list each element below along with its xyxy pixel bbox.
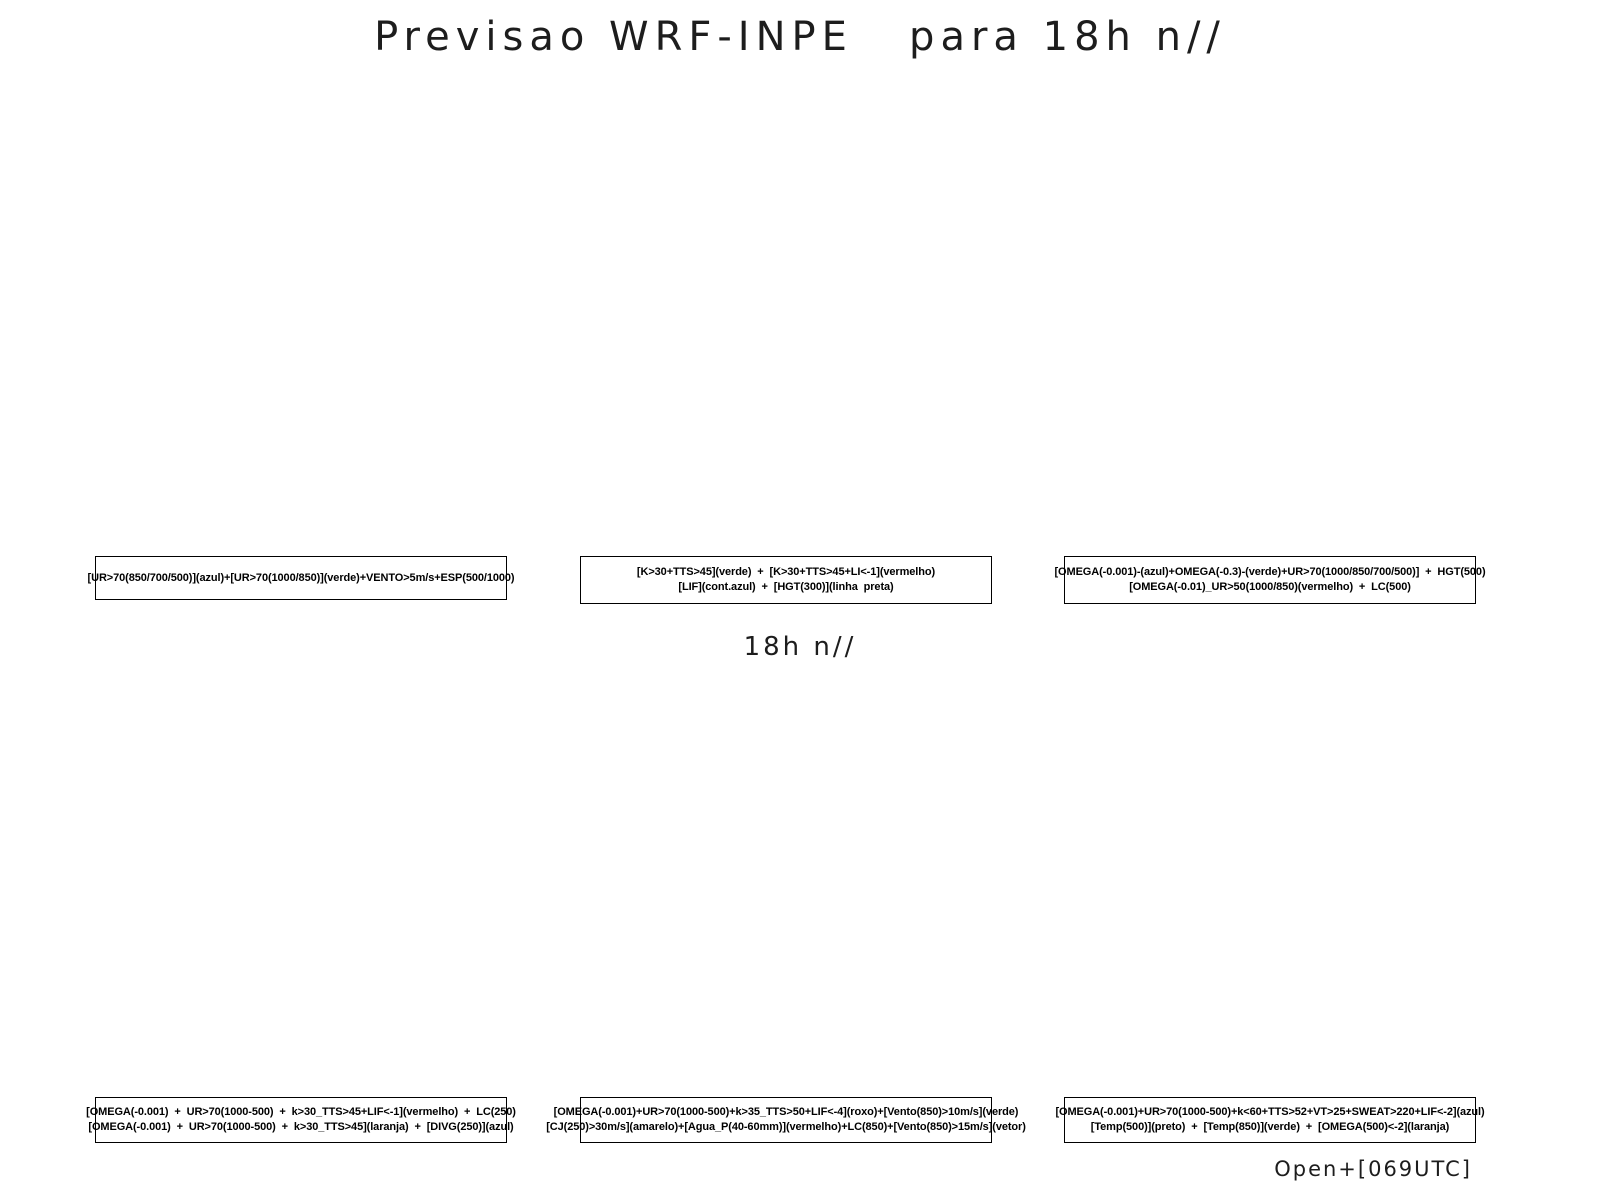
caption-top-right bbox=[1054, 556, 1486, 604]
map-panel-top-left bbox=[95, 95, 507, 550]
caption-bottom-right bbox=[1055, 1097, 1485, 1143]
map-panel-top-center bbox=[580, 95, 992, 550]
map-panel-bottom-right bbox=[1064, 680, 1476, 1090]
caption-line: [OMEGA(-0.001)+UR>70(1000-500)+k>35_TTS>50+LIF<-4](roxo)+[Vento(850)>10m/s](verde) bbox=[553, 1106, 1019, 1118]
mid-page-subtitle: 18h n// bbox=[743, 632, 857, 662]
caption-line: [Temp(500)](preto) + [Temp(850)](verde) + [OMEGA(500)<-2](laranja) bbox=[1090, 1121, 1450, 1133]
caption-line: [K>30+TTS>45](verde) + [K>30+TTS>45+LI<-1](vermelho) bbox=[636, 566, 936, 578]
caption-line: [LIF](cont.azul) + [HGT(300)](linha preta) bbox=[678, 581, 894, 593]
caption-top-center bbox=[580, 556, 992, 604]
caption-line: [UR>70(850/700/500)](azul)+[UR>70(1000/850)](verde)+VENTO>5m/s+ESP(500/1000) bbox=[87, 571, 515, 584]
map-panel-bottom-center bbox=[580, 680, 992, 1090]
caption-top-left bbox=[87, 556, 515, 600]
caption-line: [OMEGA(-0.001)-(azul)+OMEGA(-0.3)-(verde)+UR>70(1000/850/700/500)] + HGT(500) bbox=[1054, 566, 1486, 578]
caption-line: [OMEGA(-0.001)+UR>70(1000-500)+k<60+TTS>52+VT>25+SWEAT>220+LIF<-2](azul) bbox=[1055, 1106, 1485, 1118]
caption-line: [OMEGA(-0.001) + UR>70(1000-500) + k>30_TTS>45+LIF<-1](vermelho) + LC(250) bbox=[86, 1106, 516, 1118]
caption-line: [OMEGA(-0.001) + UR>70(1000-500) + k>30_TTS>45](laranja) + [DIVG(250)](azul) bbox=[88, 1121, 514, 1133]
caption-bottom-center bbox=[546, 1097, 1026, 1143]
footer-timestamp: Open+[069UTC] bbox=[1274, 1157, 1472, 1181]
caption-bottom-left bbox=[86, 1097, 516, 1143]
map-panel-top-right bbox=[1064, 95, 1476, 550]
map-panel-bottom-left bbox=[95, 680, 507, 1090]
caption-line: [OMEGA(-0.01)_UR>50(1000/850)(vermelho) + LC(500) bbox=[1129, 581, 1411, 593]
caption-line: [CJ(250)>30m/s](amarelo)+[Agua_P(40-60mm)](vermelho)+LC(850)+[Vento(850)>15m/s](vetor) bbox=[546, 1121, 1026, 1133]
page-title: Previsao WRF-INPE para 18h n// bbox=[374, 14, 1226, 60]
